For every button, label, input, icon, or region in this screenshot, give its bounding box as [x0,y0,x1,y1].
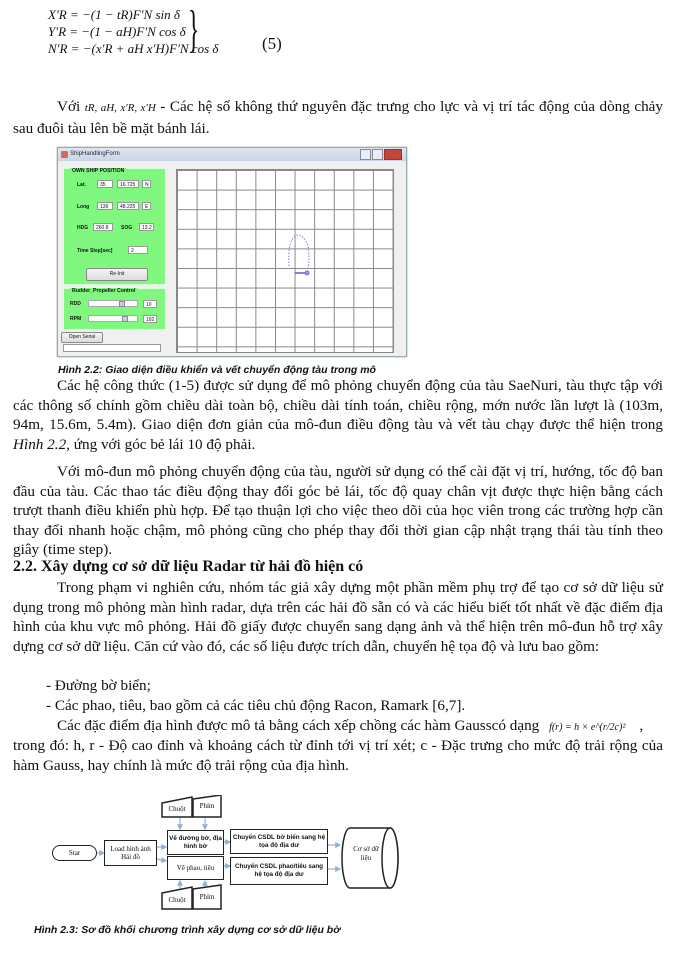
time-step-label: Time Step[sec] [77,248,113,254]
mouse-input-bottom: Chuột [168,896,186,904]
long-label: Long [77,204,90,210]
rpm-slider[interactable] [88,315,138,322]
long-hemisphere-field[interactable]: E [142,202,151,210]
key-input-top: Phím [199,802,215,810]
hdg-field[interactable]: 260.8 [93,223,113,231]
text-before: Các đặc điểm địa hình được mô tả bằng cách xếp chồng các hàm Gaussсó dạng [57,717,540,734]
panel-legend: Rudder_Propeller Control [72,288,136,294]
lat-minutes-field[interactable]: 16.725 [117,180,139,188]
text-lead: Với [57,98,81,115]
window-controls [359,149,402,160]
rpm-value-field[interactable]: 192 [143,315,157,323]
rpm-slider-thumb[interactable] [122,316,128,322]
flowchart [0,795,680,915]
convert-buoy-box: Chuyển CSDL phao/tiêu sang hệ tọa độ địa dư [230,857,328,885]
text-body: - Các hệ số không thứ nguyên đặc trưng cho lực và vị trí tác động của dòng chảy sau đuôi tàu lên bề mặt bánh lái. [13,98,664,137]
rdd-slider[interactable] [88,300,138,307]
long-degrees-field[interactable]: 139 [97,202,113,210]
hdg-label: HDG [77,225,89,231]
track-plot-grid [176,169,394,353]
bullet-coastline: - Đường bờ biển; [46,677,151,694]
open-serial-button[interactable]: Open Serial [61,332,103,343]
sog-field[interactable]: 13.2 [139,223,154,231]
lat-hemisphere-field[interactable]: N [142,180,151,188]
paragraph-scope: Trong phạm vi nghiên cứu, nhóm tác giả xây dựng một phần mềm phụ trợ để tạo cơ sở dữ liệu sử dụng trong mô phỏng màn hình radar, dựa trên các hải đồ sẵn có và các hiểu biết tốt nhất về đặc điểm địa hình của khu vực mô phỏng. Hải đồ giấy được chuyển sang dạng ảnh và thể hiện trên mô-đun hỗ trợ xây dựng cơ sở dữ liệu. Căn cứ vào đó, các số liệu được trích dẫn, chuyển hệ tọa độ và lưu bao gồm: [13,579,663,655]
equation-number: (5) [262,34,282,53]
equation-line-x: X′R = −(1 − tR)F′N sin δ [48,7,180,22]
equation-line-n: N′R = −(x′R + aH x′H)F′N cos δ [48,41,219,56]
text-before: Các hệ công thức (1-5) được sử dụng để mô phỏng chuyển động của tàu SaeNuri, tàu thực tập với các thông số chính gồm chiều dài toàn bộ, chiều dài tính toán, chiều rộng, mớn nước lần lượt là (103m, 94m, 15.6m, 5.4m). Giao diện đơn giản của mô-đun điều động tàu và vết tàu chạy được thể hiện trong [13,377,663,434]
own-ship-position-panel [63,168,166,285]
load-chart-box: Load hình ảnh Hải đồ [104,840,157,866]
convert-coast-box: Chuyển CSDL bờ biển sang hệ tọa độ địa dư [230,829,328,854]
section-heading: 2.2. Xây dựng cơ sở dữ liệu Radar từ hải đồ hiện có [13,558,364,575]
figure-2-3-caption: Hình 2.3: Sơ đồ khối chương trình xây dựng cơ sở dữ liệu bờ [34,924,341,936]
figure-2-2-caption: Hình 2.2: Giao diện điều khiển và vết chuyển động tàu trong mô [58,364,376,376]
rudder-propeller-panel [63,288,166,330]
long-minutes-field[interactable]: 48.225 [117,202,139,210]
paragraph-coefficients [13,97,663,138]
paragraph-gauss-body: trong đó: h, r - Độ cao đỉnh và khoảng cách từ đỉnh tới vị trí xét; c - Đặc trưng cho mức độ trải rộng của hàm Gauss, hay chính là mức độ trải rộng của địa hình. [13,737,663,774]
right-brace: } [188,1,200,58]
start-terminal: Star [52,845,97,861]
close-icon[interactable] [384,149,402,160]
flowchart-connectors [0,795,680,915]
text-after: , ứng với góc bẻ lái 10 độ phải. [66,435,256,453]
bullet-buoys: - Các phao, tiêu, bao gồm cả các tiêu chủ động Racon, Ramark [6,7]. [46,697,466,714]
gauss-formula: f(r) = h × e^(r/2c)² [549,722,626,733]
equation-line-y: Y′R = −(1 − aH)F′N cos δ [48,24,186,39]
draw-buoy-box: Vẽ phao, tiêu [167,856,224,880]
key-input-bottom: Phím [199,893,215,901]
mouse-input-top: Chuột [168,805,186,813]
status-field [63,344,161,352]
sog-label: SOG [121,225,133,231]
ship-track [177,170,393,352]
lat-label: Lat. [77,182,86,188]
app-icon [61,151,68,158]
rdd-value-field[interactable]: 10 [143,300,157,308]
paragraph-gauss-lead: Các đặc điểm địa hình được mô tả bằng cách xếp chồng các hàm Gaussсó dạng f(r) = h × e^(r/2c)² , [57,717,644,734]
lat-degrees-field[interactable]: 35 [97,180,113,188]
time-step-field[interactable]: 2 [128,246,148,254]
minimize-icon[interactable] [360,149,371,160]
reinit-button[interactable]: Re-Init [86,268,148,281]
maximize-icon[interactable] [372,149,383,160]
window-title: ShipHandlingForm [70,151,120,157]
coefficient-symbols: tR, aH, x′R, x′H [84,102,156,114]
draw-coast-box: Vẽ đường bờ, địa hình bờ [167,830,224,855]
ship-handling-window [57,147,407,357]
rdd-slider-thumb[interactable] [119,301,125,307]
paragraph-module: Với mô-đun mô phỏng chuyển động của tàu, người sử dụng có thể cài đặt vị trí, hướng, tốc độ ban đầu của tàu. Các thao tác điều động thay đổi góc bẻ lái, tốc độ quay chân vịt được thực hiện bằng cách trượt thanh điều khiển phù hợp. Để tạo thuận lợi cho việc theo dõi của học viên trong các trường hợp cần thay đổi nhanh hoặc chậm, mô phỏng cũng cho phép thay đổi thời gian cập nhật trạng thái tàu tính theo giây (time step). [13,463,663,559]
rpm-label: RPM [70,316,82,322]
figure-reference: Hình 2.2 [13,435,67,453]
window-titlebar [58,148,406,161]
paragraph-saenuri [13,376,663,454]
database-label: Cơ sở dữ liệu [353,845,379,862]
panel-legend: OWN SHIP POSITION [72,168,125,174]
rdd-label: RDD [70,301,81,307]
